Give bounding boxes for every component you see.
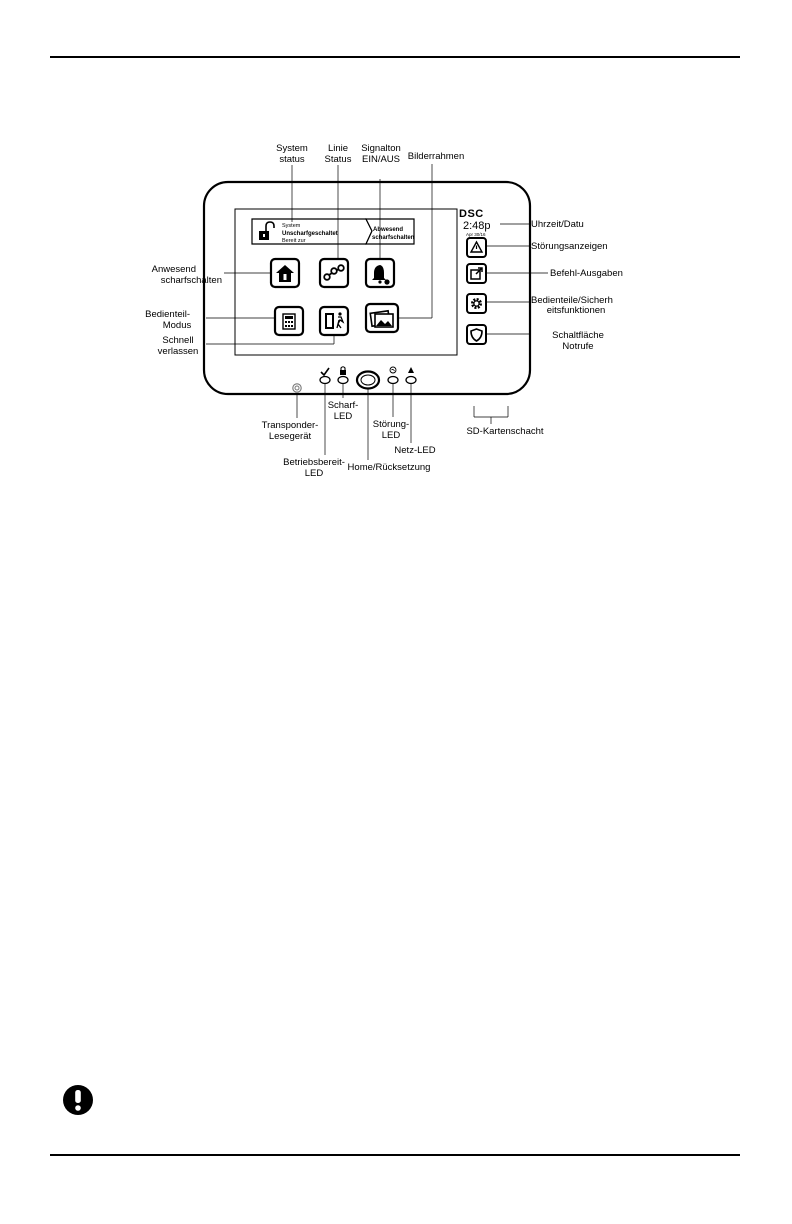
label-prox-2: Lesegerät [268,431,312,442]
quick-exit-icon [325,312,343,329]
exclamation-icon [62,1084,94,1116]
quick-exit-button[interactable] [320,307,348,335]
label-sd-slot: SD-Kartenschacht [466,426,544,437]
label-trouble-led-1: Störung- [372,419,410,430]
label-line-status-1: Linie [327,143,349,154]
label-home-reset: Home/Rücksetzung [347,462,431,473]
stay-arm-button[interactable] [271,259,299,287]
away-arm-text-2: scharfschalten [372,235,415,241]
label-line-status-2: Status [324,154,352,165]
away-arm-text-1: Abwesend [373,227,404,233]
picture-frame-button[interactable] [366,304,398,332]
label-options-1: Bedienteile/Sicherh [531,295,613,306]
keypad-mode-button[interactable] [275,307,303,335]
label-prox-1: Transponder- [261,420,319,431]
status-text-2: Unscharfgeschaltet [282,231,338,237]
clock-time: 2:48p [463,220,491,232]
label-keypad-mode-2: Modus [162,320,192,331]
label-quick-exit-1: Schnell [162,335,194,346]
footer-rule [50,1154,740,1156]
chime-button[interactable] [366,259,394,287]
label-emergency-1: Schaltfläche [552,330,604,341]
label-quick-exit-2: verlassen [157,346,199,357]
label-system-status-1: System [276,143,308,154]
label-ready-led-2: LED [304,468,324,479]
label-chime-2: EIN/AUS [361,154,401,165]
label-ready-led-1: Betriebsbereit- [283,457,345,468]
label-armed-led-1: Scharf- [327,400,359,411]
label-options-2: eitsfunktionen [546,305,606,316]
label-emergency-2: Notrufe [562,341,594,352]
label-keypad-mode-1: Bedienteil- [145,309,190,320]
status-text-1: System [282,223,301,229]
status-text-3: Bereit zur [282,238,306,244]
zones-status-button[interactable] [320,259,348,287]
label-picture-frame: Bilderrahmen [407,151,465,162]
emergency-button[interactable] [467,325,486,344]
label-chime-1: Signalton [361,143,401,154]
brand-logo: DSC [459,208,484,220]
label-ac-led: Netz-LED [394,445,436,456]
options-button[interactable] [467,294,486,313]
clock-date: Apr 30/16 [466,232,486,237]
label-clock: Uhrzeit/Datu [531,219,584,230]
label-trouble: Störungsanzeigen [531,241,608,252]
label-stay-2: scharfschalten [160,275,222,286]
status-bar[interactable] [252,219,415,244]
label-armed-led-2: LED [333,411,353,422]
outputs-button[interactable] [467,264,486,283]
label-stay-1: Anwesend [151,264,196,275]
keypad-diagram [0,130,792,490]
label-system-status-2: status [279,154,305,165]
label-trouble-led-2: LED [381,430,401,441]
trouble-button[interactable] [467,238,486,257]
home-reset-button[interactable] [357,372,379,389]
label-outputs: Befehl-Ausgaben [550,268,623,279]
header-rule [50,56,740,58]
